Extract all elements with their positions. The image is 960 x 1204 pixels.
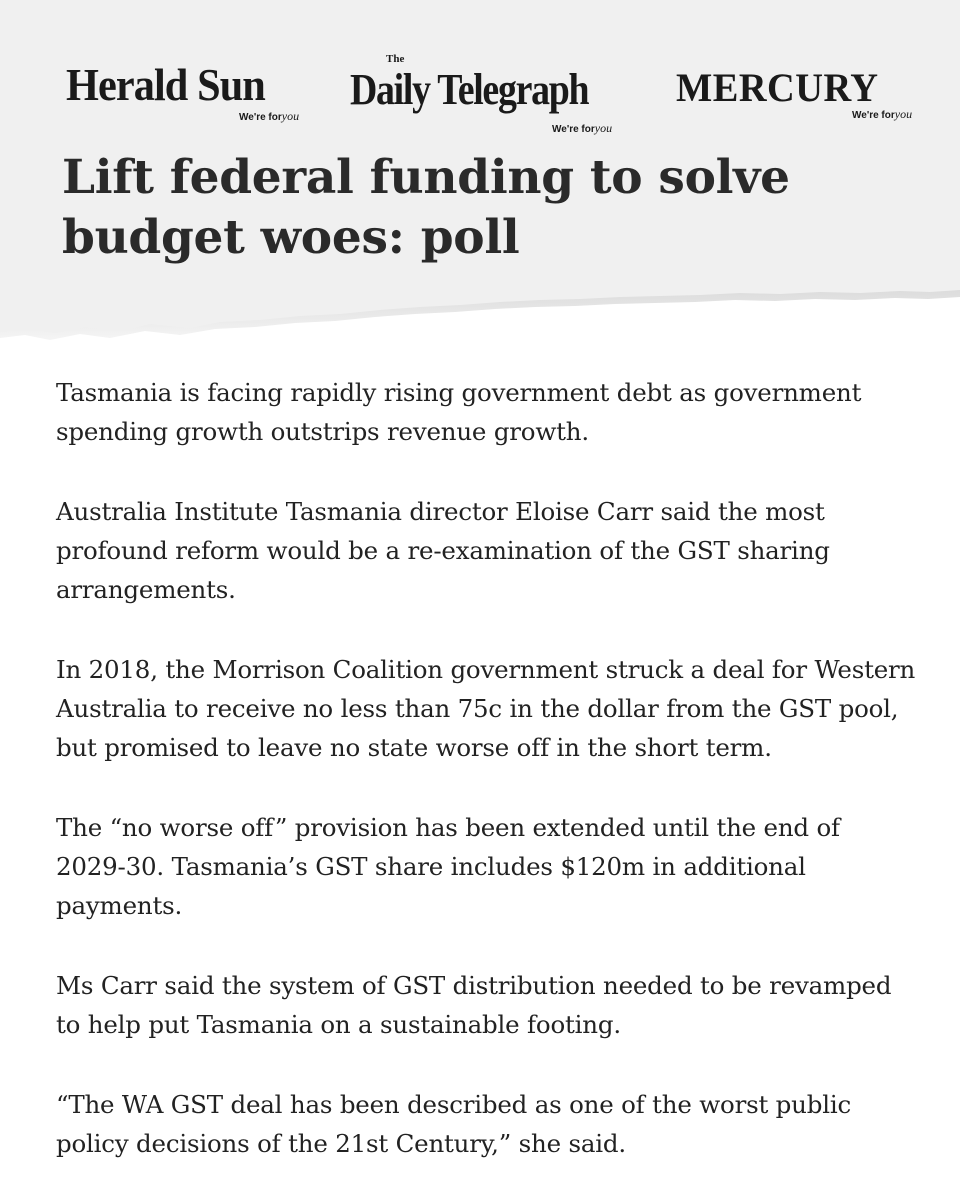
- herald-sun-name: Herald Sun: [66, 59, 265, 110]
- mercury-logo[interactable]: [676, 62, 913, 121]
- paragraph-6: “The WA GST deal has been described as one of the worst public policy decisions of the 21st Century,” she said.: [56, 1090, 852, 1158]
- mastheads: [0, 53, 960, 152]
- daily-telegraph-prefix: The: [386, 53, 405, 65]
- daily-telegraph-tagline-prefix: We're for: [552, 124, 595, 135]
- mercury-tagline-suffix: you: [894, 107, 913, 121]
- paragraph-2: Australia Institute Tasmania director Eloise Carr said the most profound reform would be a re-examination of the GST sharing arrangements.: [56, 497, 830, 604]
- article-body: [56, 373, 916, 1204]
- paragraph-3: In 2018, the Morrison Coalition government struck a deal for Western Australia to receive no less than 75c in the dollar from the GST pool, but promised to leave no state worse off in the short term.: [56, 655, 916, 762]
- headline: Lift federal funding to solve budget woes: poll: [62, 150, 790, 265]
- herald-sun-tagline-prefix: We're for: [239, 112, 282, 123]
- paragraph-4: The “no worse off” provision has been extended until the end of 2029-30. Tasmania’s GST share includes $120m in additional payments.: [56, 813, 840, 920]
- daily-telegraph-tagline: [552, 122, 612, 135]
- daily-telegraph-tagline-suffix: you: [594, 121, 613, 135]
- herald-sun-tagline-suffix: you: [281, 109, 300, 123]
- herald-sun-logo[interactable]: [66, 59, 300, 123]
- daily-telegraph-name: Daily Telegraph: [350, 65, 589, 114]
- paragraph-1: Tasmania is facing rapidly rising government debt as government spending growth outstrips revenue growth.: [56, 378, 862, 446]
- mercury-name: MERCURY: [676, 65, 879, 110]
- torn-paper-edge: [0, 280, 960, 360]
- paragraph-5: Ms Carr said the system of GST distribution needed to be revamped to help put Tasmania on a sustainable footing.: [56, 971, 892, 1039]
- mercury-tagline-prefix: We're for: [852, 110, 895, 121]
- mercury-tagline: [852, 108, 912, 121]
- herald-sun-tagline: [239, 110, 299, 123]
- daily-telegraph-logo[interactable]: [350, 53, 627, 135]
